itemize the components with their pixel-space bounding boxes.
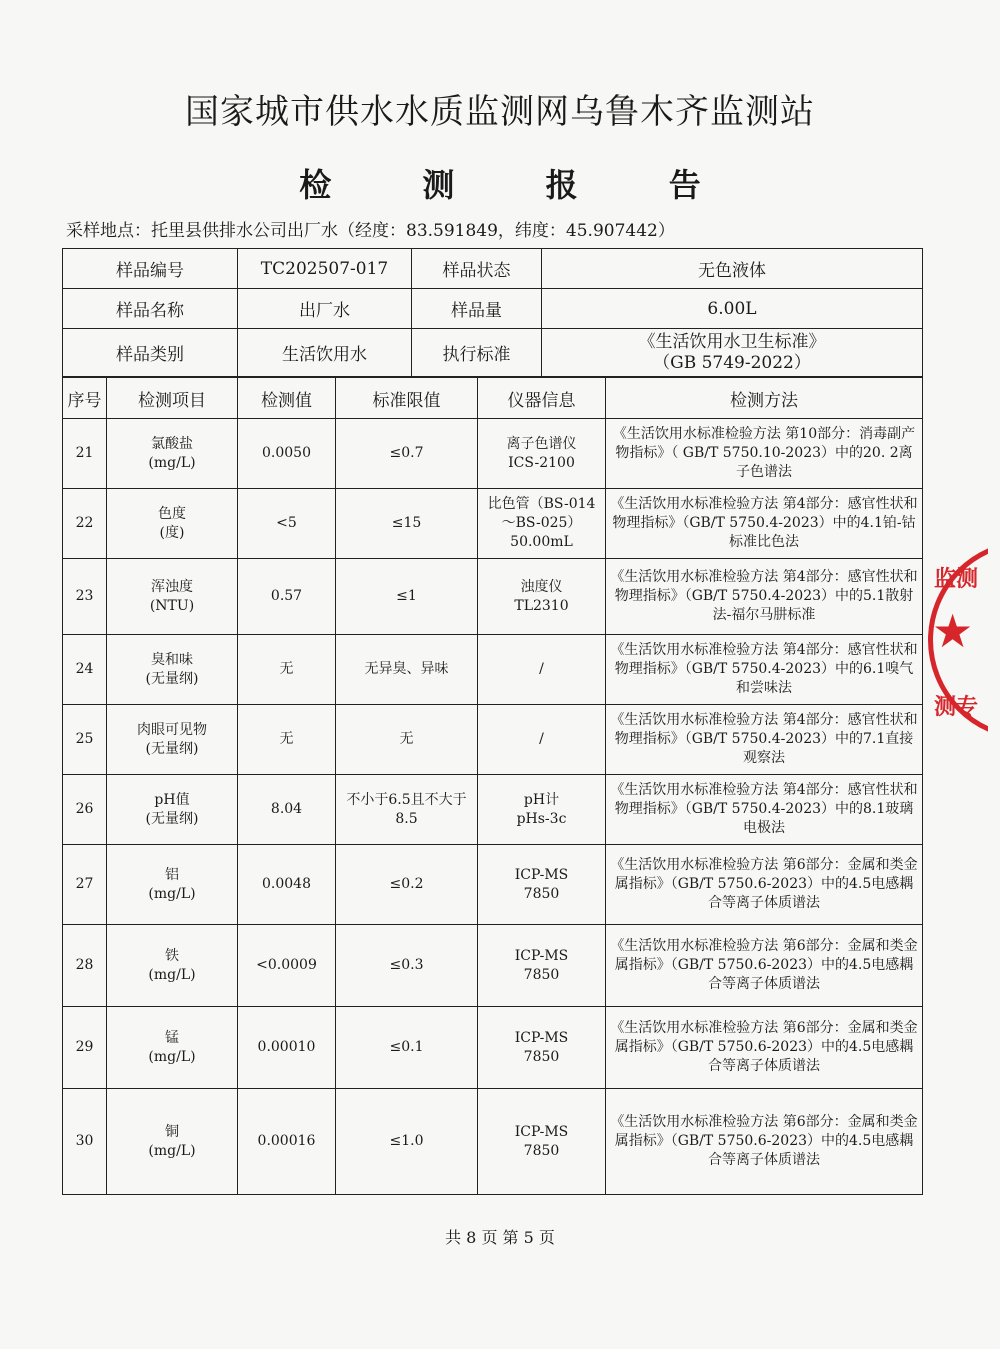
sample-info-table	[62, 248, 923, 377]
row-value: 0.00010	[238, 1007, 336, 1089]
instrument-model: 7850	[523, 885, 560, 902]
instrument-name: 浊度仪	[520, 578, 563, 595]
row-item	[107, 559, 238, 635]
col-no: 序号	[63, 378, 107, 419]
table-row	[63, 705, 923, 775]
row-instrument	[478, 1089, 606, 1195]
row-method: 《生活饮用水标准检验方法 第4部分：感官性状和物理指标》（GB/T 5750.4-2023）中的8.1玻璃电极法	[606, 775, 923, 845]
item-name: 浑浊度	[151, 578, 193, 595]
row-value: 0.57	[238, 559, 336, 635]
item-unit: (mg/L)	[148, 454, 196, 471]
instrument-name: /	[539, 661, 544, 677]
table-row	[63, 845, 923, 925]
seal-text-top: 监测	[934, 567, 979, 592]
instrument-model: 7850	[523, 966, 560, 983]
row-limit: ≤0.2	[336, 845, 478, 925]
table-row	[63, 559, 923, 635]
report-title: 检 测 报 告	[299, 166, 741, 204]
row-method: 《生活饮用水标准检验方法 第10部分：消毒副产物指标》（ GB/T 5750.10-2023）中的20. 2离子色谱法	[606, 419, 923, 489]
item-unit: (mg/L)	[148, 1142, 196, 1159]
row-value: <5	[238, 489, 336, 559]
row-instrument	[478, 489, 606, 559]
table-row	[63, 1089, 923, 1195]
row-no: 25	[63, 705, 107, 775]
instrument-model: 7850	[523, 1142, 560, 1159]
row-value: 0.0048	[238, 845, 336, 925]
row-method: 《生活饮用水标准检验方法 第6部分：金属和类金属指标》（GB/T 5750.6-2023）中的4.5电感耦合等离子体质谱法	[606, 925, 923, 1007]
row-item	[107, 705, 238, 775]
row-value: 无	[238, 705, 336, 775]
row-no: 29	[63, 1007, 107, 1089]
row-instrument	[478, 635, 606, 705]
row-limit: ≤0.3	[336, 925, 478, 1007]
row-instrument	[478, 419, 606, 489]
row-limit: ≤15	[336, 489, 478, 559]
row-limit: 无异臭、异味	[336, 635, 478, 705]
row-method: 《生活饮用水标准检验方法 第4部分：感官性状和物理指标》（GB/T 5750.4-2023）中的7.1直接观察法	[606, 705, 923, 775]
table-row	[63, 489, 923, 559]
row-limit: ≤0.1	[336, 1007, 478, 1089]
row-item	[107, 489, 238, 559]
item-unit: (无量纲)	[145, 810, 199, 827]
row-limit: ≤0.7	[336, 419, 478, 489]
row-no: 24	[63, 635, 107, 705]
col-method: 检测方法	[606, 378, 923, 419]
item-unit: (度)	[159, 524, 185, 541]
std-line1: 《生活饮用水卫生标准》	[638, 331, 826, 352]
row-method: 《生活饮用水标准检验方法 第6部分：金属和类金属指标》（GB/T 5750.6-2023）中的4.5电感耦合等离子体质谱法	[606, 1089, 923, 1195]
item-unit: (mg/L)	[148, 966, 196, 983]
row-item	[107, 775, 238, 845]
instrument-name: ICP-MS	[514, 1123, 569, 1140]
item-name: 色度	[158, 505, 186, 522]
item-name: 肉眼可见物	[137, 721, 207, 738]
std-label: 执行标准	[412, 329, 542, 377]
item-name: 臭和味	[151, 651, 193, 668]
instrument-name: ICP-MS	[514, 1029, 569, 1046]
name-label: 样品名称	[63, 289, 238, 329]
row-instrument	[478, 705, 606, 775]
state: 无色液体	[542, 249, 923, 289]
item-unit: (mg/L)	[148, 1048, 196, 1065]
row-no: 23	[63, 559, 107, 635]
col-item: 检测项目	[107, 378, 238, 419]
row-instrument	[478, 925, 606, 1007]
row-instrument	[478, 1007, 606, 1089]
row-method: 《生活饮用水标准检验方法 第4部分：感官性状和物理指标》（GB/T 5750.4-2023）中的5.1散射法-福尔马肼标准	[606, 559, 923, 635]
item-name: 锰	[165, 1029, 179, 1046]
row-method: 《生活饮用水标准检验方法 第6部分：金属和类金属指标》（GB/T 5750.6-2023）中的4.5电感耦合等离子体质谱法	[606, 1007, 923, 1089]
row-limit: 无	[336, 705, 478, 775]
row-no: 27	[63, 845, 107, 925]
instrument-name: /	[539, 731, 544, 747]
official-seal	[928, 540, 988, 740]
row-no: 26	[63, 775, 107, 845]
type: 生活饮用水	[238, 329, 412, 377]
name: 出厂水	[238, 289, 412, 329]
qty: 6.00L	[542, 289, 923, 329]
instrument-name: 离子色谱仪	[506, 435, 577, 452]
row-method: 《生活饮用水标准检验方法 第4部分：感官性状和物理指标》（GB/T 5750.4-2023）中的4.1铂-钴标准比色法	[606, 489, 923, 559]
item-name: 铁	[165, 947, 179, 964]
row-item	[107, 1089, 238, 1195]
std-line2: （GB 5749-2022）	[653, 352, 811, 373]
row-value: 0.0050	[238, 419, 336, 489]
row-instrument	[478, 845, 606, 925]
col-limit: 标准限值	[336, 378, 478, 419]
row-no: 28	[63, 925, 107, 1007]
sample-no: TC202507-017	[238, 249, 412, 289]
row-value: 无	[238, 635, 336, 705]
table-row	[63, 925, 923, 1007]
item-name: pH值	[154, 791, 190, 808]
sampling-site: 采样地点：托里县供排水公司出厂水（经度：83.591849，纬度：45.907442）	[66, 221, 675, 241]
results-table	[62, 377, 923, 1195]
row-value: <0.0009	[238, 925, 336, 1007]
table-row	[63, 419, 923, 489]
item-name: 铜	[165, 1123, 179, 1140]
item-unit: (无量纲)	[145, 670, 199, 687]
row-no: 21	[63, 419, 107, 489]
item-name: 铝	[165, 866, 179, 883]
state-label: 样品状态	[412, 249, 542, 289]
std	[542, 329, 923, 377]
row-method: 《生活饮用水标准检验方法 第4部分：感官性状和物理指标》（GB/T 5750.4-2023）中的6.1嗅气和尝味法	[606, 635, 923, 705]
row-item	[107, 419, 238, 489]
row-limit: ≤1	[336, 559, 478, 635]
item-name: 氯酸盐	[151, 435, 193, 452]
row-item	[107, 1007, 238, 1089]
row-instrument	[478, 775, 606, 845]
results-body	[63, 419, 923, 1195]
item-unit: (无量纲)	[145, 740, 199, 757]
instrument-model: ICS-2100	[508, 454, 575, 471]
qty-label: 样品量	[412, 289, 542, 329]
row-limit: ≤1.0	[336, 1089, 478, 1195]
row-value: 0.00016	[238, 1089, 336, 1195]
row-instrument	[478, 559, 606, 635]
col-value: 检测值	[238, 378, 336, 419]
row-method: 《生活饮用水标准检验方法 第6部分：金属和类金属指标》（GB/T 5750.6-2023）中的4.5电感耦合等离子体质谱法	[606, 845, 923, 925]
row-item	[107, 925, 238, 1007]
table-row	[63, 775, 923, 845]
page-footer: 共 8 页 第 5 页	[445, 1228, 555, 1247]
row-value: 8.04	[238, 775, 336, 845]
sample-no-label: 样品编号	[63, 249, 238, 289]
instrument-model: pHs-3c	[516, 810, 567, 827]
star-icon: ★	[932, 604, 974, 658]
instrument-model: TL2310	[514, 597, 569, 614]
instrument-model: 7850	[523, 1048, 560, 1065]
item-unit: (mg/L)	[148, 885, 196, 902]
instrument-name: ICP-MS	[514, 866, 569, 883]
seal-text-bottom: 测专	[934, 695, 979, 720]
item-unit: (NTU)	[149, 597, 195, 614]
table-row	[63, 635, 923, 705]
col-instrument: 仪器信息	[478, 378, 606, 419]
row-item	[107, 635, 238, 705]
report-issuer: 国家城市供水水质监测网乌鲁木齐监测站	[185, 92, 815, 132]
row-no: 30	[63, 1089, 107, 1195]
instrument-name: 比色管（BS-014～BS-025）	[487, 496, 596, 531]
instrument-name: ICP-MS	[514, 947, 569, 964]
row-limit: 不小于6.5且不大于8.5	[336, 775, 478, 845]
table-row	[63, 1007, 923, 1089]
instrument-model: 50.00mL	[510, 534, 573, 550]
instrument-name: pH计	[523, 791, 560, 808]
type-label: 样品类别	[63, 329, 238, 377]
row-no: 22	[63, 489, 107, 559]
row-item	[107, 845, 238, 925]
